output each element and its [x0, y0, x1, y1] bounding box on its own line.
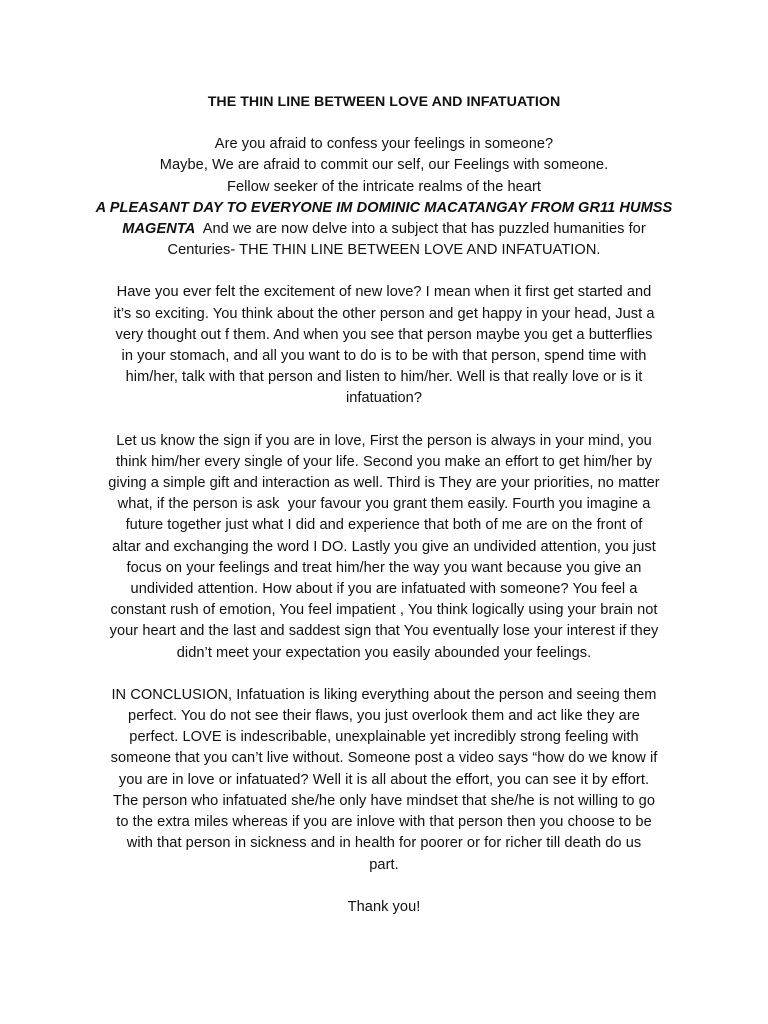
intro-block: [88, 134, 680, 261]
paragraph-line: what, if the person is ask your favour you grant them easily. Fourth you imagine a: [117, 496, 651, 513]
paragraph-line: him/her, talk with that person and listen to him/her. Well is that really love or is it: [125, 369, 643, 386]
intro-line: Are you afraid to confess your feelings in someone?: [214, 136, 554, 153]
greeting-line: A PLEASANT DAY TO EVERYONE IM DOMINIC MACATANGAY FROM GR11 HUMSS: [95, 199, 673, 216]
paragraph-line: giving a simple gift and interaction as well. Third is They are your priorities, no matter: [108, 475, 660, 492]
paragraph-line: constant rush of emotion, You feel impatient , You think logically using your brain not: [110, 602, 658, 619]
paragraph-line: with that person in sickness and in health for poorer or for richer till death do us: [126, 835, 642, 852]
paragraph-line: in your stomach, and all you want to do is to be with that person, spend time with: [121, 348, 647, 365]
paragraph-line: someone that you can’t live without. Someone post a video says “how do we know if: [110, 750, 658, 767]
greeting-section-name: MAGENTA: [122, 221, 196, 238]
paragraph-line: you are in love or infatuated? Well it is all about the effort, you can see it by effort.: [118, 771, 650, 788]
paragraph-line: didn’t meet your expectation you easily abounded your feelings.: [176, 644, 592, 661]
paragraph-excitement: [88, 282, 680, 409]
paragraph-line: focus on your feelings and treat him/her the way you want because you give an: [126, 559, 642, 576]
paragraph-line: infatuation?: [345, 390, 423, 407]
paragraph-line: it’s so exciting. You think about the other person and get happy in your head, Just a: [113, 305, 655, 322]
paragraph-line: part.: [369, 856, 399, 873]
paragraph-line: your heart and the last and saddest sign that You eventually lose your interest if they: [109, 623, 659, 640]
greeting-line-2-rest: And we are now delve into a subject that has puzzled humanities for: [195, 221, 646, 238]
paragraph-line: Have you ever felt the excitement of new love? I mean when it first get started and: [116, 284, 652, 301]
paragraph-line: think him/her every single of your life. Second you make an effort to get him/her by: [115, 453, 653, 470]
paragraph-line: perfect. LOVE is indescribable, unexplainable yet incredibly strong feeling with: [129, 729, 639, 746]
paragraph-line: perfect. You do not see their flaws, you just overlook them and act like they are: [128, 708, 640, 725]
closing-text: Thank you!: [347, 898, 421, 915]
paragraph-line: undivided attention. How about if you are infatuated with someone? You feel a: [130, 581, 638, 598]
paragraph-signs: [88, 431, 680, 664]
intro-line: Maybe, We are afraid to commit our self, our Feelings with someone.: [159, 157, 609, 174]
paragraph-line: future together just what I did and experience that both of me are on the front of: [125, 517, 643, 534]
document-body: [88, 92, 680, 918]
intro-line: Centuries- THE THIN LINE BETWEEN LOVE AND INFATUATION.: [167, 242, 601, 259]
document-title: THE THIN LINE BETWEEN LOVE AND INFATUATION: [207, 94, 561, 110]
greeting-line-2: [88, 219, 680, 240]
paragraph-line: IN CONCLUSION, Infatuation is liking everything about the person and seeing them: [111, 686, 657, 703]
paragraph-line: to the extra miles whereas if you are inlove with that person then you choose to be: [116, 814, 652, 831]
paragraph-line: The person who infatuated she/he only have mindset that she/he is not willing to go: [112, 792, 656, 809]
paragraph-line: altar and exchanging the word I DO. Lastly you give an undivided attention, you just: [112, 538, 656, 555]
intro-line: Fellow seeker of the intricate realms of the heart: [227, 178, 541, 195]
paragraph-conclusion: [88, 685, 680, 876]
paragraph-line: Let us know the sign if you are in love, First the person is always in your mind, you: [116, 432, 652, 449]
paragraph-line: very thought out f them. And when you see that person maybe you get a butterflies: [115, 326, 653, 343]
